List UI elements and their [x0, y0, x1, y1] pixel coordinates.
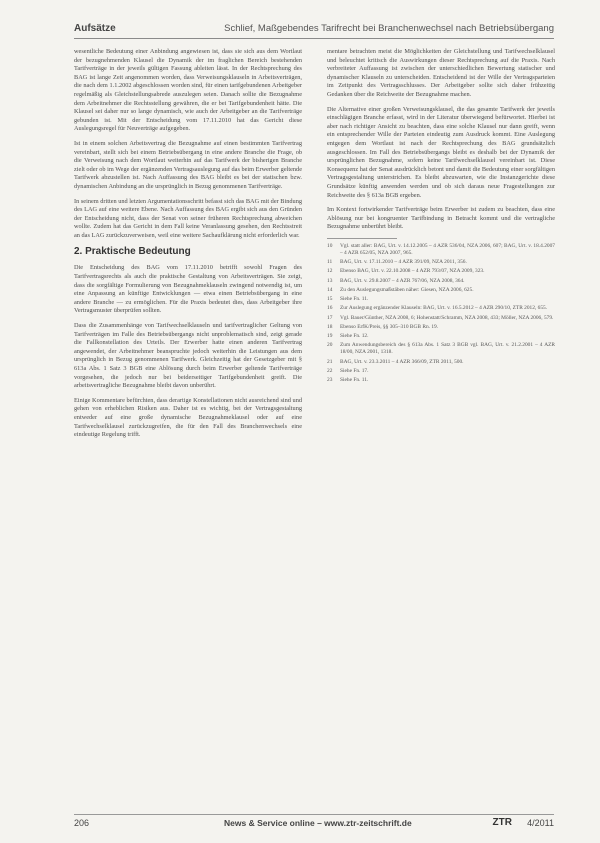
- footnote-number: 19: [327, 332, 333, 339]
- footnote-number: 20: [327, 342, 333, 349]
- footnote-number: 22: [327, 367, 333, 374]
- footnote: [327, 278, 555, 285]
- body-paragraph: Im Kontext fortwirkender Tarifverträge beim Erwerber ist zudem zu beachten, dass eine Ablösung nur bei kongruenter Tarifbindung in Betracht kommt und die vertragliche Bezugnahme unberührt bleibt.: [327, 206, 555, 231]
- footnote-number: 23: [327, 376, 333, 383]
- footnote-list: [327, 243, 555, 384]
- section-heading: 2. Praktische Bedeutung: [74, 246, 191, 258]
- page-footer: [74, 818, 554, 830]
- body-paragraph: wesentliche Bedeutung einer Anbindung angewiesen ist, dass sie sich aus dem Wortlaut der bezugnehmenden Klausel die Dynamik der im fraglichen Bereich bestehenden Tarifverträge in der jeweils gültigen Fassung ableiten lässt. In der Rechtsprechung des BAG ist lange Zeit angenommen worden, dass Verweisungsklauseln in Arbeitsverträgen, die nach dem 1.1.2002 abgeschlossen worden sind, für einen tarifgebundenen Arbeitgeber regelmäßig als Gleichstellungsabrede auszulegen seien. Danach sollte die Bezugnahme dem Arbeitnehmer die Rechtsstellung gewähren, die er bei Tarifgebundenheit hätte. Die Klausel sei daher nur so lange dynamisch, wie auch der Arbeitgeber an die Tarifverträge gebunden ist. Mit der Entscheidung vom 17.11.2010 hat das Gericht diese Auslegungsregel für Neuverträge aufgegeben.: [74, 48, 302, 133]
- footnote-text: BAG, Urt. v. 29.8.2007 – 4 AZR 767/06, NZA 2008, 364.: [340, 277, 465, 284]
- footnote-text: Siehe Fn. 11.: [340, 296, 369, 303]
- footnote-text: Siehe Fn. 11.: [340, 376, 369, 383]
- footnote-number: 17: [327, 314, 333, 321]
- footnote: [327, 315, 555, 322]
- body-paragraph: In seinem dritten und letzten Argumentationsschritt befasst sich das BAG mit der Bindung des LAG auf eine weitere Ebene. Nach Auffassung des BAG ergibt sich aus den Gründen der Entscheidung nicht, dass der Senat von seiner früheren Rechtsprechung abweichen wollte. Zudem hat das Gericht in dem Fall keine Veranlassung gesehen, den Rechtsstreit an das LAG zurückzuverweisen, weil eine weitere Sachaufklärung nicht erforderlich war.: [74, 197, 302, 239]
- footnote-text: Zum Anwendungsbereich des § 613a Abs. 1 Satz 3 BGB vgl. BAG, Urt. v. 21.2.2001 – 4 AZR 18/00, NZA 2001, 1318.: [340, 342, 555, 356]
- footnote-text: Ebenso BAG, Urt. v. 22.10.2008 – 4 AZR 793/07, NZA 2009, 323.: [340, 268, 485, 275]
- body-paragraph: Dass die Zusammenhänge von Tarifwechselklauseln und tarifvertraglicher Geltung von Tarifverträgen im Falle des Betriebsübergangs nicht unproblematisch sind, zeigt gerade die Fallkonstellation des Urteils. Der Erwerber hatte einen anderen Tarifvertrag angewendet, der Arbeitnehmer beanspruchte jedoch weiterhin die Leistungen aus dem ursprünglich in Bezug genommenen Tarifwerk. Gleichzeitig hat der Gesetzgeber mit § 613a Abs. 1 Satz 3 BGB eine Ablösung durch beim Erwerber geltende Tarifverträge vorgesehen, die jedoch nur bei beiderseitiger Tarifgebundenheit greift. Die arbeitsvertragliche Bezugnahme bleibt davon unberührt.: [74, 322, 302, 390]
- footnote-text: Zu den Auslegungsmaßstäben näher: Giesen, NZA 2006, 625.: [340, 286, 474, 293]
- footnote: [327, 296, 555, 303]
- footer-url: News & Service online – www.ztr-zeitschrift.de: [224, 818, 412, 828]
- page-number: 206: [74, 818, 90, 828]
- footnote: [327, 342, 555, 356]
- section-label: Aufsätze: [74, 23, 116, 34]
- footnote-text: Siehe Fn. 17.: [340, 367, 369, 374]
- issue-number: 4/2011: [527, 818, 554, 828]
- right-column: [327, 48, 555, 800]
- footnote: [327, 359, 555, 366]
- footnote-text: BAG, Urt. v. 17.11.2010 – 4 AZR 391/09, NZA 2011, 356.: [340, 259, 467, 266]
- body-paragraph: Einige Kommentare befürchten, dass derartige Konstellationen nicht ausreichend sind und gehen von erheblichen Risiken aus. Daher ist es wichtig, bei der Vertragsgestaltung entweder auf eine große dynamische Bezugnahmeklausel oder auf eine Tarifwechselklausel zurückzugreifen, die für den Fall des Branchenwechsels eine eindeutige Regelung trifft.: [74, 396, 302, 439]
- body-paragraph: Die Entscheidung des BAG vom 17.11.2010 betrifft sowohl Fragen des Tarifvertragsrechts als auch die praktische Gestaltung von Arbeitsverträgen. Sie zeigt, dass die sorgfältige Formulierung von Bezugnahmeklauseln zwingend notwendig ist, um eine Anpassung an künftige Entwicklungen — etwa einen Betriebsübergang in eine andere Branche — zu ermöglichen. Für die Praxis bedeutet dies, dass Arbeitgeber ihre Vertragsmuster überprüfen sollten.: [74, 264, 302, 315]
- page-header: [74, 23, 554, 39]
- footnote-number: 15: [327, 296, 333, 303]
- footnote-text: BAG, Urt. v. 23.3.2011 – 4 AZR 366/09, ZTR 2011, 500.: [340, 358, 464, 365]
- footnote-number: 18: [327, 323, 333, 330]
- footnote-number: 12: [327, 268, 333, 275]
- footnote: [327, 268, 555, 275]
- footnote-text: Siehe Fn. 12.: [340, 332, 369, 339]
- body-paragraph: Ist in einem solchen Arbeitsvertrag die Bezugnahme auf einen bestimmten Tarifvertrag vereinbart, stellt sich bei einem Betriebsübergang in eine andere Branche die Frage, ob die Verweisung nach dem Wortlaut weiterhin auf das Tarifwerk der bisherigen Branche zielt oder ob im Wege der ergänzenden Vertragsauslegung auf das beim Erwerber geltende Tarifwerk abzustellen ist. Nach Auffassung des BAG bleibt es bei der statischen bzw. dynamischen Anbindung an die ursprünglich in Bezug genommenen Tarifverträge.: [74, 139, 302, 190]
- footnote-number: 21: [327, 358, 333, 365]
- footnote-text: Vgl. Bauer/Günther, NZA 2008, 6; Hohenstatt/Schramm, NZA 2008, 433; Möller, NZA 2006, 579.: [340, 314, 554, 321]
- footnote: [327, 243, 555, 257]
- footer-rule: [74, 814, 554, 815]
- footnote-text: Vgl. statt aller: BAG, Urt. v. 14.12.2005 – 4 AZR 536/04, NZA 2006, 607; BAG, Urt. v. 18.4.2007 – 4 AZR 652/05, NZA 2007, 965.: [340, 242, 555, 257]
- footnote: [327, 287, 555, 294]
- footnote-number: 14: [327, 286, 333, 293]
- body-paragraph: mentare betrachten meist die Möglichkeiten der Gleichstellung und Tarifwechselklausel und beleuchtet kritisch die Auswirkungen dieser Rechtsprechung auf die Praxis. Nach verbreiteter Auffassung ist zwischen der unterschiedlichen Bewertung statischer und dynamischer Klauseln zu unterscheiden. Entscheidend ist der Wille der Vertragsparteien im Zeitpunkt des Vertragsschlusses. Der Arbeitgeber sollte sich daher frühzeitig Gedanken über die Reichweite der Bezugnahme machen.: [327, 48, 555, 98]
- footnote-text: Ebenso ErfK/Preis, §§ 305–310 BGB Rn. 19.: [340, 323, 439, 330]
- journal-logo: ZTR: [492, 817, 512, 828]
- footnote-number: 16: [327, 305, 333, 312]
- footnote: [327, 324, 555, 331]
- header-rule: [74, 38, 554, 39]
- footnote-number: 13: [327, 277, 333, 284]
- footnote-number: 10: [327, 242, 333, 249]
- footnote: [327, 377, 555, 384]
- body-paragraph: Die Alternative einer großen Verweisungsklausel, die das gesamte Tarifwerk der jeweils einschlägigen Branche erfasst, wird in der Literatur überwiegend befürwortet. Hierbei ist aber nach richtiger Ansicht zu beachten, dass eine solche Klausel nur dann greift, wenn ein entsprechender Wille der Parteien eindeutig zum Ausdruck kommt. Eine Auslegung entgegen dem Wortlaut ist nach der Rechtsprechung des BAG grundsätzlich ausgeschlossen. Im Fall des Betriebsübergangs bleibt es deshalb bei der Dynamik der ursprünglichen Bezugnahme, sofern keine Tarifwechselklausel vereinbart ist. Diese Konsequenz hat der Senat ausdrücklich betont und damit die Bedeutung einer sorgfältigen Vertragsgestaltung unterstrichen. Es bleibt abzuwarten, wie die Instanzgerichte diese Grundsätze künftig anwenden werden und ob sich daraus neue Fragestellungen zur Reichweite des § 613a BGB ergeben.: [327, 105, 555, 199]
- footnote: [327, 259, 555, 266]
- footnote: [327, 368, 555, 375]
- left-column: [74, 48, 302, 800]
- running-head: Schlief, Maßgebendes Tarifrecht bei Branchenwechsel nach Betriebsübergang: [224, 23, 554, 34]
- footnote-number: 11: [327, 259, 333, 266]
- footnote: [327, 333, 555, 340]
- footnote-rule: [327, 238, 397, 239]
- footnote-text: Zur Auslegung ergänzender Klauseln: BAG, Urt. v. 16.5.2012 – 4 AZR 290/10, ZTR 2012, 655.: [340, 305, 548, 312]
- footnote: [327, 305, 555, 312]
